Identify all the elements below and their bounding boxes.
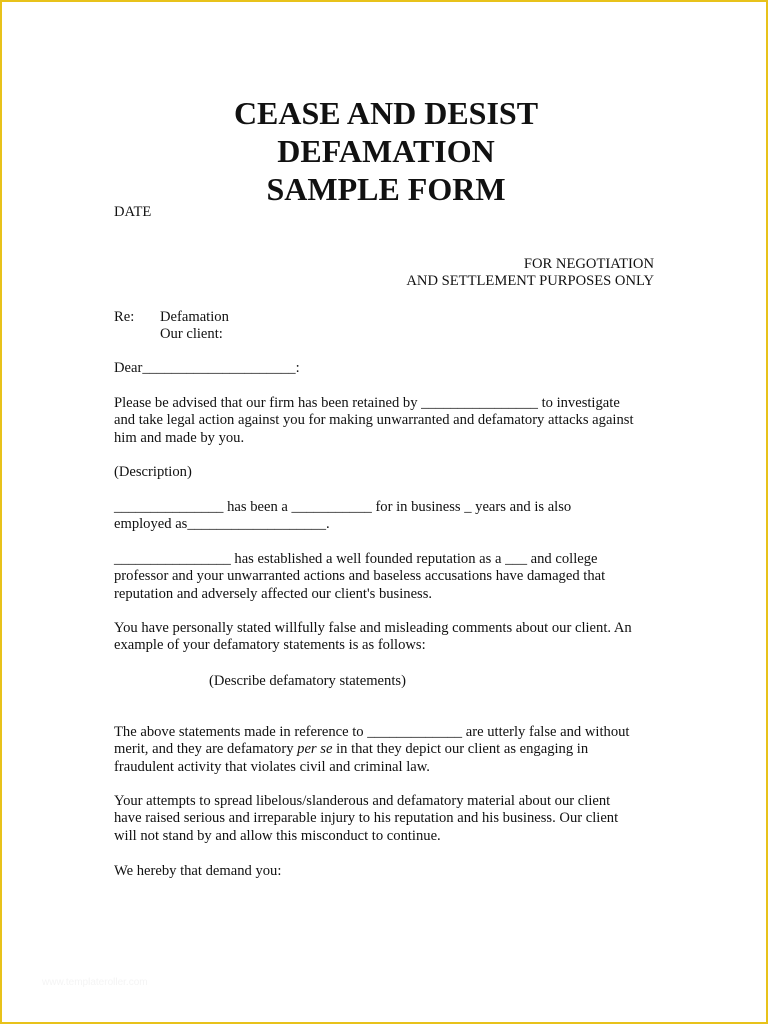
paragraph-line: employed as___________________.	[114, 516, 330, 533]
re-subject: Defamation	[160, 309, 229, 325]
paragraph-line: have raised serious and irreparable injury to his reputation and his business. Our client	[114, 810, 619, 827]
watermark-text: www.templateroller.com	[42, 977, 148, 988]
title-line-1: CEASE AND DESIST	[233, 95, 539, 131]
re-label: Re:	[114, 309, 135, 325]
text-segment: in that they depict our client as engaging in	[332, 741, 589, 758]
description-placeholder: (Description)	[114, 464, 192, 480]
paragraph-line: reputation and adversely affected our client's business.	[114, 585, 433, 602]
paragraph-business	[114, 499, 659, 534]
paragraph-retained	[114, 395, 659, 447]
paragraph-reputation	[114, 551, 659, 603]
paragraph-line: Your attempts to spread libelous/slanderous and defamatory material about our client	[114, 793, 611, 809]
text-segment: merit, and they are defamatory	[114, 741, 298, 758]
title-line-3: SAMPLE FORM	[266, 171, 506, 207]
paragraph-line: The above statements made in reference to _____________ are utterly false and without	[114, 724, 630, 740]
title-line-2: DEFAMATION	[277, 133, 495, 169]
paragraph-line: him and made by you.	[114, 429, 245, 446]
describe-statements-placeholder: (Describe defamatory statements)	[209, 673, 406, 689]
paragraph-attempts	[114, 793, 659, 845]
italic-term: per se	[297, 741, 333, 758]
notice-line-2: AND SETTLEMENT PURPOSES ONLY	[406, 273, 654, 289]
paragraph-false-statements	[114, 724, 659, 776]
paragraph-line	[114, 741, 659, 758]
paragraph-line: and take legal action against you for making unwarranted and defamatory attacks against	[114, 412, 634, 429]
demand-line: We hereby that demand you:	[114, 863, 282, 879]
salutation: Dear_____________________:	[114, 360, 300, 376]
paragraph-line: example of your defamatory statements is as follows:	[114, 637, 426, 654]
paragraph-line: fraudulent activity that violates civil and criminal law.	[114, 758, 430, 775]
paragraph-line: will not stand by and allow this misconduct to continue.	[114, 827, 441, 844]
paragraph-line: Please be advised that our firm has been retained by ________________ to investigate	[114, 395, 620, 411]
document-title	[2, 94, 768, 208]
paragraph-statements	[114, 620, 659, 655]
date-label: DATE	[114, 204, 152, 220]
paragraph-line: You have personally stated willfully false and misleading comments about our client. An	[114, 620, 632, 636]
paragraph-line: ________________ has established a well founded reputation as a ___ and college	[114, 551, 598, 567]
paragraph-line: _______________ has been a ___________ for in business _ years and is also	[114, 499, 572, 515]
notice-line-1: FOR NEGOTIATION	[523, 256, 654, 272]
re-client: Our client:	[160, 326, 223, 342]
paragraph-line: professor and your unwarranted actions and baseless accusations have damaged that	[114, 568, 606, 585]
